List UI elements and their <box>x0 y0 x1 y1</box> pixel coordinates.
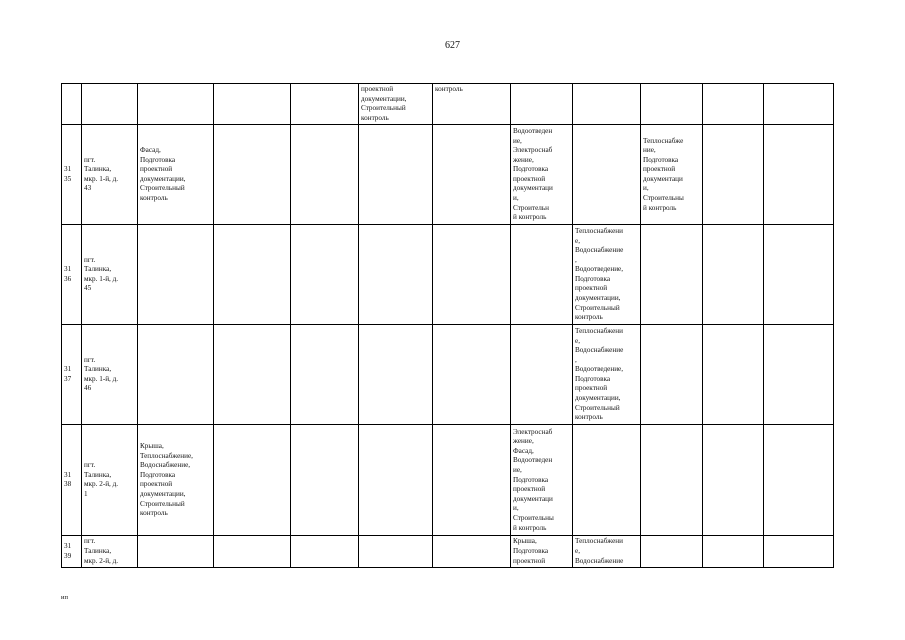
empty-cell <box>214 425 291 536</box>
empty-cell <box>214 225 291 325</box>
period-cell <box>641 225 703 325</box>
period-cell <box>641 325 703 425</box>
address-cell: пгт. Талинка, мкр. 1-й, д. 45 <box>82 225 138 325</box>
period-cell <box>359 536 433 568</box>
empty-cell <box>703 84 764 125</box>
empty-cell <box>291 325 359 425</box>
period-cell <box>359 325 433 425</box>
address-cell: пгт. Талинка, мкр. 1-й, д. 46 <box>82 325 138 425</box>
period-cell: Теплоснабжени е, Водоснабжение , Водоотведение, Подготовка проектной документации, Строительный контроль <box>573 225 641 325</box>
address-cell: пгт. Талинка, мкр. 1-й, д. 43 <box>82 125 138 225</box>
work-schedule-table <box>61 83 834 568</box>
period-cell <box>511 225 573 325</box>
table-row <box>62 425 834 536</box>
empty-cell <box>764 84 834 125</box>
period-cell <box>359 125 433 225</box>
empty-cell <box>291 536 359 568</box>
period-cell <box>641 536 703 568</box>
address-cell <box>82 84 138 125</box>
works-cell <box>138 536 214 568</box>
period-cell: Крыша, Подготовка проектной <box>511 536 573 568</box>
period-cell: Электроснаб жение, Фасад, Водоотведен ие, Подготовка проектной документаци и, Строительны й контроль <box>511 425 573 536</box>
period-cell <box>641 425 703 536</box>
row-number-cell <box>62 84 82 125</box>
empty-cell <box>291 225 359 325</box>
works-cell: Крыша, Теплоснабжение, Водоснабжение, Подготовка проектной документации, Строительный контроль <box>138 425 214 536</box>
table-row <box>62 536 834 568</box>
empty-cell <box>703 125 764 225</box>
address-cell: пгт. Талинка, мкр. 2-й, д. 1 <box>82 425 138 536</box>
period-cell: проектной документации, Строительный контроль <box>359 84 433 125</box>
empty-cell <box>291 125 359 225</box>
empty-cell <box>214 125 291 225</box>
works-cell <box>138 84 214 125</box>
period-cell <box>433 536 511 568</box>
empty-cell <box>703 225 764 325</box>
row-number-cell: 31 38 <box>62 425 82 536</box>
period-cell <box>359 425 433 536</box>
empty-cell <box>764 125 834 225</box>
period-cell <box>641 84 703 125</box>
empty-cell <box>764 425 834 536</box>
period-cell: Теплоснабже ние, Подготовка проектной документаци и, Строительны й контроль <box>641 125 703 225</box>
row-number-cell: 31 39 <box>62 536 82 568</box>
footer-mark: ип <box>61 594 68 601</box>
empty-cell <box>703 325 764 425</box>
period-cell: Теплоснабжени е, Водоснабжение , Водоотведение, Подготовка проектной документации, Строительный контроль <box>573 325 641 425</box>
period-cell <box>433 325 511 425</box>
empty-cell <box>703 536 764 568</box>
period-cell <box>573 84 641 125</box>
row-number-cell: 31 36 <box>62 225 82 325</box>
period-cell <box>573 425 641 536</box>
period-cell: Теплоснабжени е, Водоснабжение <box>573 536 641 568</box>
period-cell <box>433 225 511 325</box>
empty-cell <box>214 84 291 125</box>
period-cell <box>511 84 573 125</box>
page-number: 627 <box>445 40 460 51</box>
table-row <box>62 325 834 425</box>
works-cell: Фасад, Подготовка проектной документации, Строительный контроль <box>138 125 214 225</box>
row-number-cell: 31 37 <box>62 325 82 425</box>
empty-cell <box>214 325 291 425</box>
table-row <box>62 125 834 225</box>
row-number-cell: 31 35 <box>62 125 82 225</box>
empty-cell <box>764 325 834 425</box>
empty-cell <box>764 225 834 325</box>
period-cell <box>433 125 511 225</box>
period-cell: контроль <box>433 84 511 125</box>
period-cell <box>573 125 641 225</box>
empty-cell <box>291 425 359 536</box>
period-cell: Водоотведен ие, Электроснаб жение, Подготовка проектной документаци и, Строительн й контроль <box>511 125 573 225</box>
period-cell <box>433 425 511 536</box>
table-row <box>62 84 834 125</box>
works-cell <box>138 225 214 325</box>
table-row <box>62 225 834 325</box>
empty-cell <box>703 425 764 536</box>
period-cell <box>511 325 573 425</box>
empty-cell <box>214 536 291 568</box>
period-cell <box>359 225 433 325</box>
address-cell: пгт. Талинка, мкр. 2-й, д. <box>82 536 138 568</box>
works-cell <box>138 325 214 425</box>
empty-cell <box>764 536 834 568</box>
empty-cell <box>291 84 359 125</box>
